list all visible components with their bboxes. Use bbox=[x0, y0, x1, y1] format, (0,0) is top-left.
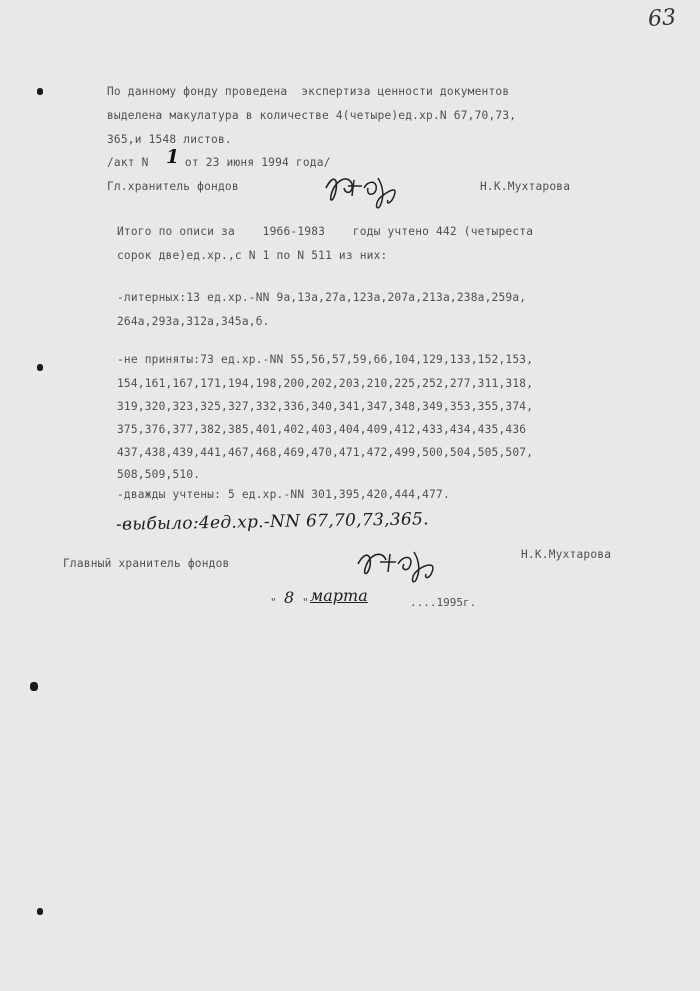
page-number: 63 bbox=[647, 5, 677, 32]
not-accepted-line: 375,376,377,382,385,401,402,403,404,409,412,433,434,435,436 bbox=[117, 423, 527, 436]
date-year: ....1995г. bbox=[410, 596, 477, 609]
signature bbox=[352, 540, 452, 590]
total-line: сорок две)ед.хр.,с N 1 по N 511 из них: bbox=[117, 249, 388, 262]
binding-hole bbox=[37, 908, 43, 915]
keeper-name-bottom: Н.К.Мухтарова bbox=[521, 548, 612, 561]
dropped-items-handwritten: -выбыло:4ед.хр.-NN 67,70,73,365. bbox=[115, 509, 430, 535]
literal-line: 264а,293а,312а,345а,б. bbox=[117, 315, 270, 328]
head-line: выделена макулатура в количестве 4(четыре)ед.хр.N 67,70,73, bbox=[107, 109, 517, 122]
binding-hole bbox=[30, 682, 38, 691]
keeper-title: Гл.хранитель фондов bbox=[107, 180, 239, 193]
not-accepted-line: 437,438,439,441,467,468,469,470,471,472,499,500,504,505,507, bbox=[117, 446, 534, 459]
date-day-handwritten: 8 bbox=[284, 588, 295, 607]
act-number-handwritten: 1 bbox=[166, 146, 180, 168]
signature bbox=[318, 166, 418, 216]
keeper-title-full: Главный хранитель фондов bbox=[63, 557, 230, 570]
date-month-handwritten: марта bbox=[310, 586, 368, 605]
not-accepted-line: 319,320,323,325,327,332,336,340,341,347,348,349,353,355,374, bbox=[117, 400, 534, 413]
binding-hole bbox=[37, 364, 43, 371]
head-line: 365,и 1548 листов. bbox=[107, 133, 232, 146]
not-accepted-line: 508,509,510. bbox=[117, 468, 201, 481]
date-open-quote: " bbox=[270, 596, 277, 609]
head-line: По данному фонду проведена экспертиза ценности документов bbox=[107, 85, 510, 98]
not-accepted-line: 154,161,167,171,194,198,200,202,203,210,225,252,277,311,318, bbox=[117, 377, 534, 390]
keeper-name: Н.К.Мухтарова bbox=[480, 180, 571, 193]
binding-hole bbox=[37, 88, 43, 95]
act-prefix: /акт N bbox=[107, 156, 149, 169]
twice-counted-line: -дважды учтены: 5 ед.хр.-NN 301,395,420,444,477. bbox=[117, 488, 450, 501]
date-mid-quote: " bbox=[302, 596, 309, 609]
not-accepted-line: -не приняты:73 ед.хр.-NN 55,56,57,59,66,104,129,133,152,153, bbox=[117, 353, 534, 366]
total-line: Итого по описи за 1966-1983 годы учтено 442 (четыреста bbox=[117, 225, 534, 238]
literal-line: -литерных:13 ед.хр.-NN 9а,13а,27а,123а,207а,213а,238а,259а, bbox=[117, 291, 527, 304]
act-suffix: от 23 июня 1994 года/ bbox=[178, 156, 331, 169]
